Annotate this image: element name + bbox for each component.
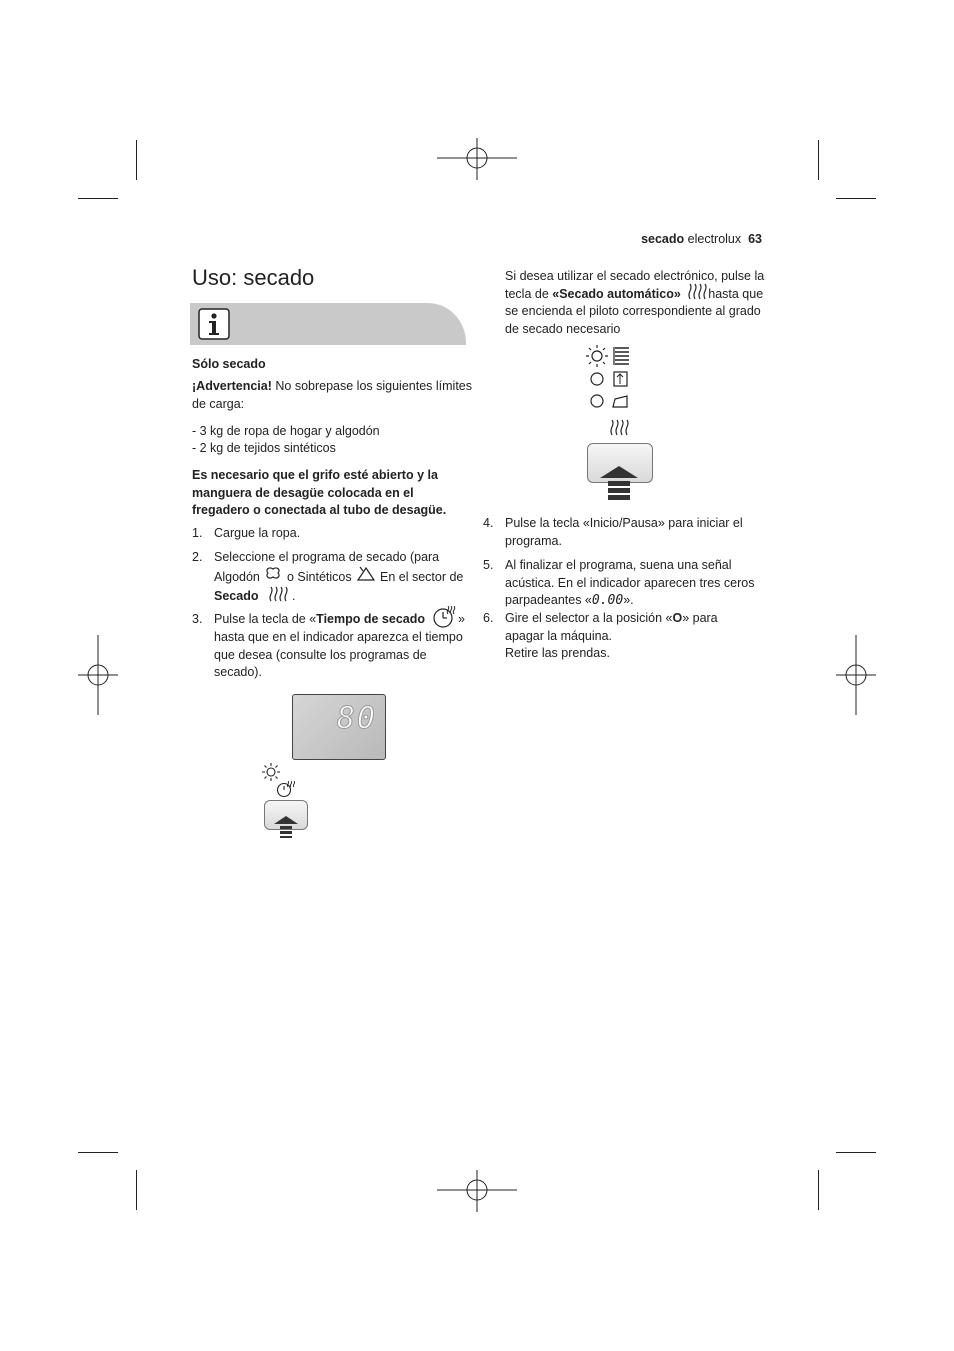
registration-mark-left xyxy=(78,635,118,715)
drying-time-icon xyxy=(276,780,296,798)
load-limit: - 3 kg de ropa de hogar y algodón xyxy=(192,424,380,438)
crop-mark xyxy=(136,1170,137,1210)
step-number: 3. xyxy=(192,612,203,626)
step-6 xyxy=(505,610,760,645)
auto-drying-intro xyxy=(505,268,767,338)
registration-mark-bottom xyxy=(437,1170,517,1212)
auto-drying-key-name: «Secado automático» xyxy=(552,286,681,301)
running-header xyxy=(641,232,762,246)
step-2-cotton-label: Algodón xyxy=(214,570,260,584)
step-6-end: » para apagar la máquina. xyxy=(505,611,718,643)
step-3-text: hasta que en el indicador aparezca el tiempo que desea (consulte los programas de secado). xyxy=(214,630,463,679)
step-3-line-1 xyxy=(214,611,425,629)
page-title: Uso: secado xyxy=(192,265,315,290)
step-number: 6. xyxy=(483,611,494,625)
step-3-key-name: Tiempo de secado xyxy=(316,612,425,626)
press-arrow-icon xyxy=(598,464,640,500)
crop-mark xyxy=(836,1152,876,1153)
page-number: 63 xyxy=(748,232,762,246)
important-note: Es necesario que el grifo esté abierto y la manguera de desagüe colocada en el fregadero o conectada al tubo de desagüe. xyxy=(192,468,447,517)
step-5-text: Al finalizar el programa, suena una señal acústica. En el indicador aparecen tres ceros parpadeantes « xyxy=(505,558,755,607)
crop-mark xyxy=(78,1152,118,1153)
intro-text-a: Si desea utilizar el secado electrónico, pulse la tecla de xyxy=(505,269,765,301)
warning-text: No sobrepase los siguientes límites de carga: xyxy=(192,379,472,411)
crop-mark xyxy=(818,140,819,180)
intro-text-b: hasta que se encienda el piloto correspondiente al grado de secado necesario xyxy=(505,286,764,336)
step-5-end: ». xyxy=(623,593,634,607)
header-brand: electrolux xyxy=(687,232,742,246)
drying-time-icon xyxy=(432,605,458,629)
step-1: Cargue la ropa. xyxy=(214,526,301,540)
step-number: 2. xyxy=(192,550,203,564)
step-2-line-1: Seleccione el programa de secado (para xyxy=(214,550,440,564)
auto-drying-icon xyxy=(609,419,631,437)
drying-icon xyxy=(268,585,288,603)
step-number: 1. xyxy=(192,526,203,540)
step-2-sector-label: En el sector de xyxy=(380,570,464,584)
step-6-followup: Retire las prendas. xyxy=(505,646,610,660)
press-arrow-icon xyxy=(272,814,300,838)
step-number: 4. xyxy=(483,516,494,530)
step-2-drying-label: Secado xyxy=(214,589,259,603)
display-value: 80 xyxy=(336,701,377,736)
auto-drying-icon xyxy=(687,283,709,301)
step-number: 5. xyxy=(483,558,494,572)
step-3-prefix: Pulse la tecla de « xyxy=(214,612,317,626)
header-section: secado xyxy=(641,232,685,246)
warning-label: ¡Advertencia! xyxy=(192,379,272,393)
dryness-level-panel xyxy=(585,344,635,410)
step-2-end: . xyxy=(292,589,296,603)
crop-mark xyxy=(136,140,137,180)
crop-mark xyxy=(836,198,876,199)
step-4: Pulse la tecla «Inicio/Pausa» para iniciar el programa. xyxy=(505,516,743,548)
step-2-synthetics-label: o Sintéticos xyxy=(287,570,352,584)
off-position-label: O xyxy=(672,611,683,625)
warning-paragraph xyxy=(192,378,477,413)
info-bar xyxy=(190,303,466,345)
step-6-text: Gire el selector a la posición « xyxy=(505,611,673,625)
display-panel xyxy=(292,694,386,760)
subheading: Sólo secado xyxy=(192,357,266,371)
indicator-light-icon xyxy=(262,763,280,781)
step-3-suffix: » xyxy=(458,612,465,626)
cotton-icon xyxy=(264,566,282,582)
info-icon xyxy=(198,308,230,340)
registration-mark-right xyxy=(836,635,876,715)
step-5 xyxy=(505,557,763,610)
synthetics-icon xyxy=(356,566,376,582)
crop-mark xyxy=(78,198,118,199)
load-limit: - 2 kg de tejidos sintéticos xyxy=(192,441,336,455)
crop-mark xyxy=(818,1170,819,1210)
blinking-zeros-value: 0.00 xyxy=(591,593,624,608)
registration-mark-top xyxy=(437,138,517,180)
